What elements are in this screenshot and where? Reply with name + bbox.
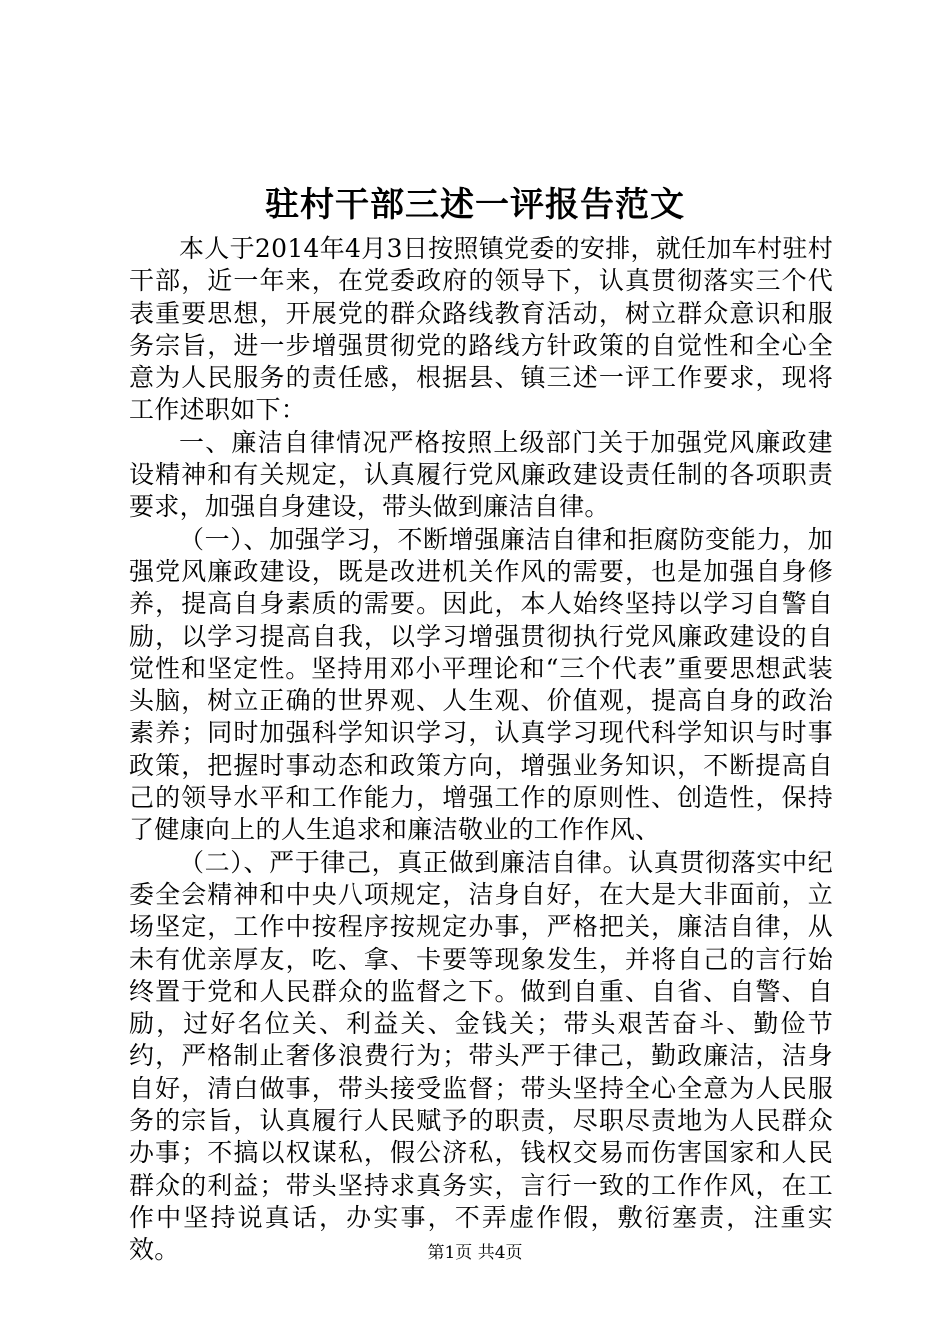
paragraph-section-1: 一、廉洁自律情况严格按照上级部门关于加强党风廉政建设精神和有关规定，认真履行党风廉政建设责任制的各项职责要求，加强自身建设，带头做到廉洁自律。 (129, 427, 833, 522)
page-number-footer: 第1页 共4页 (427, 1243, 523, 1263)
paragraph-subsection-2: （二）、严于律己，真正做到廉洁自律。认真贯彻落实中纪委全会精神和中央八项规定，洁身自好，在大是大非面前，立场坚定，工作中按程序按规定办事，严格把关，廉洁自律，从未有优亲厚友，吃、拿、卡要等现象发生，并将自己的言行始终置于党和人民群众的监督之下。做到自重、自省、自警、自励，过好名位关、利益关、金钱关；带头艰苦奋斗、勤俭节约，严格制止奢侈浪费行为；带头严于律己，勤政廉洁，洁身自好，清白做事，带头接受监督；带头坚持全心全意为人民服务的宗旨，认真履行人民赋予的职责，尽职尽责地为人民群众办事；不搞以权谋私，假公济私，钱权交易而伤害国家和人民群众的利益；带头坚持求真务实，言行一致的工作作风，在工作中坚持说真话，办实事，不弄虚作假，敷衍塞责，注重实效。 (129, 847, 833, 1265)
document-title: 驻村干部三述一评报告范文 (265, 185, 685, 225)
paragraph-intro: 本人于2014年4月3日按照镇党委的安排，就任加车村驻村干部，近一年来，在党委政府的领导下，认真贯彻落实三个代表重要思想，开展党的群众路线教育活动，树立群众意识和服务宗旨，进一步增强贯彻党的路线方针政策的自觉性和全心全意为人民服务的责任感，根据县、镇三述一评工作要求，现将工作述职如下： (129, 234, 833, 425)
paragraph-subsection-1: （一）、加强学习，不断增强廉洁自律和拒腐防变能力，加强党风廉政建设，既是改进机关作风的需要，也是加强自身修养，提高自身素质的需要。因此，本人始终坚持以学习自警自励，以学习提高自我，以学习增强贯彻执行党风廉政建设的自觉性和坚定性。坚持用邓小平理论和“三个代表”重要思想武装头脑，树立正确的世界观、人生观、价值观，提高自身的政治素养；同时加强科学知识学习，认真学习现代科学知识与时事政策，把握时事动态和政策方向，增强业务知识，不断提高自己的领导水平和工作能力，增强工作的原则性、创造性，保持了健康向上的人生追求和廉洁敬业的工作作风、 (129, 524, 833, 845)
document-body (129, 233, 833, 1267)
